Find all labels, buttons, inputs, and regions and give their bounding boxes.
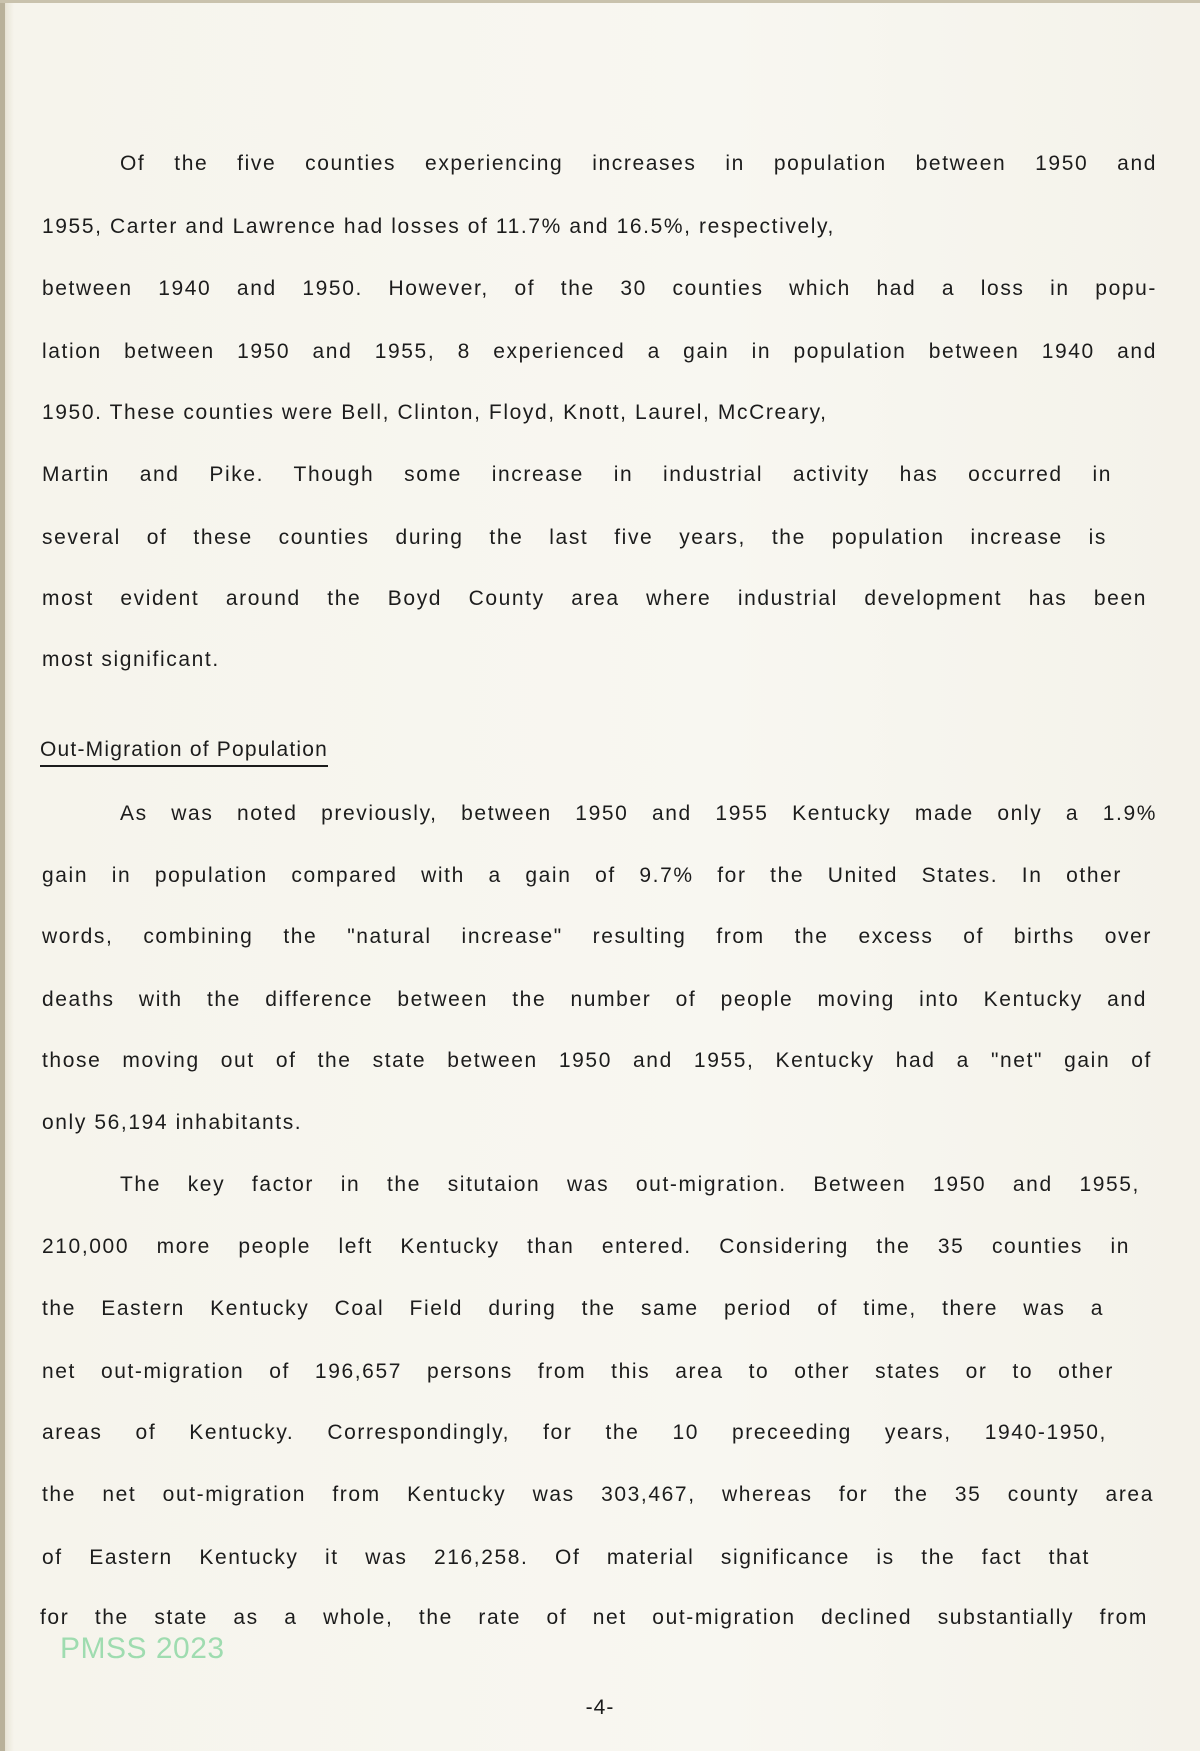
text-line: As was noted previously, between 1950 and 1955 Kentucky made only a 1.9% [120,802,1157,825]
text-line: Of the five counties experiencing increases in population between 1950 and [120,152,1157,175]
text-line: of Eastern Kentucky it was 216,258. Of material significance is the fact that [42,1546,1090,1569]
text-line: the Eastern Kentucky Coal Field during the same period of time, there was a [42,1297,1104,1320]
page-binding-edge [0,0,5,1751]
text-line: areas of Kentucky. Correspondingly, for the 10 preceeding years, 1940-1950, [42,1421,1107,1444]
text-line: only 56,194 inhabitants. [42,1111,303,1134]
text-line: 1950. These counties were Bell, Clinton, Floyd, Knott, Laurel, McCreary, [42,401,828,424]
text-line: net out-migration of 196,657 persons from this area to other states or to other [42,1360,1114,1383]
text-line: most evident around the Boyd County area where industrial development has been [42,587,1147,610]
text-line: those moving out of the state between 1950 and 1955, Kentucky had a "net" gain of [42,1049,1152,1072]
text-line: Martin and Pike. Though some increase in industrial activity has occurred in [42,463,1112,486]
text-line: deaths with the difference between the number of people moving into Kentucky and [42,988,1147,1011]
watermark: PMSS 2023 [60,1632,225,1665]
section-heading: Out-Migration of Population [40,738,328,767]
text-line: the net out-migration from Kentucky was 303,467, whereas for the 35 county area [42,1483,1154,1506]
page-top-edge [0,0,1200,3]
text-line: between 1940 and 1950. However, of the 30 counties which had a loss in popu- [42,277,1157,300]
text-line: most significant. [42,648,220,671]
page-number: -4- [585,1696,615,1719]
text-line: 1955, Carter and Lawrence had losses of 11.7% and 16.5%, respectively, [42,215,835,238]
text-line: 210,000 more people left Kentucky than entered. Considering the 35 counties in [42,1235,1130,1258]
text-line: gain in population compared with a gain of 9.7% for the United States. In other [42,864,1122,887]
text-line: lation between 1950 and 1955, 8 experienced a gain in population between 1940 and [42,340,1157,363]
text-line: several of these counties during the last five years, the population increase is [42,526,1107,549]
text-line: words, combining the "natural increase" resulting from the excess of births over [42,925,1152,948]
text-line: for the state as a whole, the rate of net out-migration declined substantially from [40,1606,1148,1629]
text-line: The key factor in the situtaion was out-migration. Between 1950 and 1955, [120,1173,1140,1196]
